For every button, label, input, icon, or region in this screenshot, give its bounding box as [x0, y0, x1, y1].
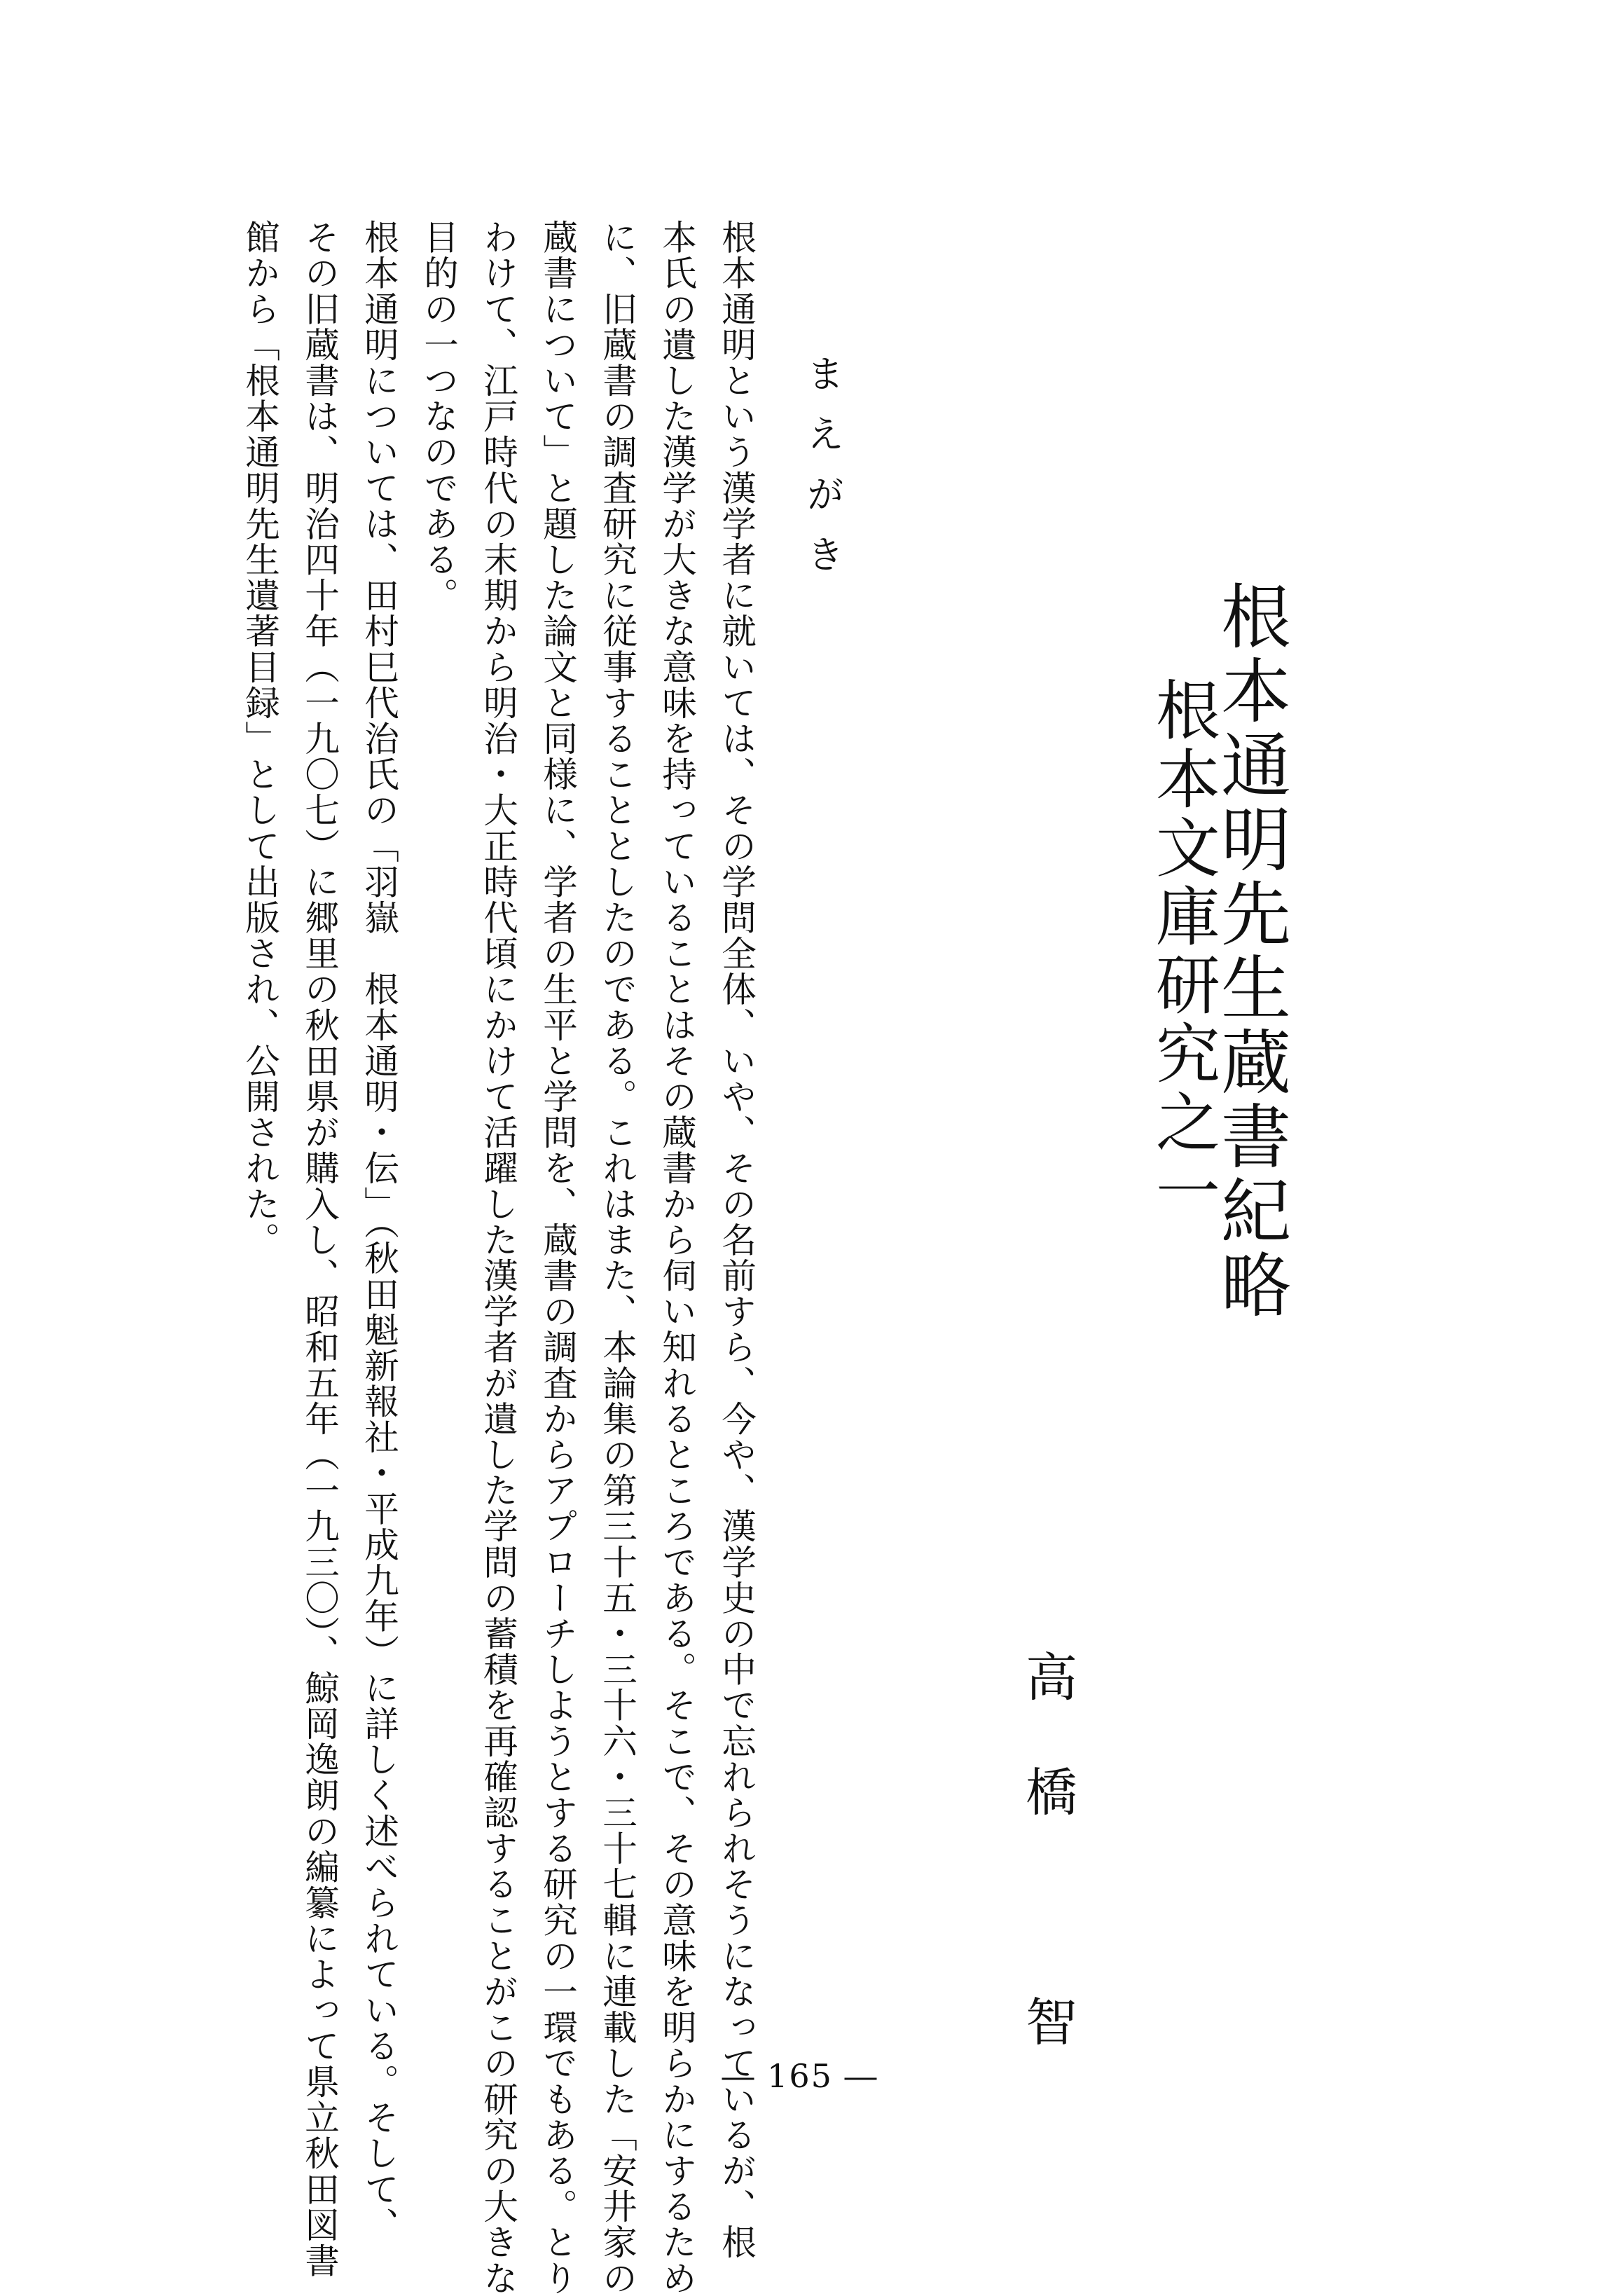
body-line: 目的の一つなのである。 [418, 219, 460, 614]
section-heading: まえがき [801, 354, 845, 595]
body-line: 本氏の遺した漢学が大きな意味を持っていることはその蔵書から伺い知れるところである。そこで、その意味を明らかにするため [656, 219, 698, 2296]
subtitle: 根本文庫研究之一 [1145, 677, 1220, 1226]
body-line: 根本通明については、田村巳代治氏の「羽嶽 根本通明・伝」（秋田魁新報社・平成九年）に詳しく述べられている。そして、 [359, 219, 400, 2243]
body-line: 館から「根本通明先生遺著目録」として出版され、公開された。 [240, 219, 281, 1258]
article-title [1145, 293, 1291, 1610]
body-line: わけて、江戸時代の末期から明治・大正時代頃にかけて活躍した漢学者が遺した学問の蓄積を再確認することがこの研究の大きな [478, 219, 519, 2296]
body-line: 根本通明という漢学者に就いては、その学問全体、いや、その名前すら、今や、漢学史の中で忘れられそうになっているが、根 [716, 219, 757, 2260]
page-number: ― 165 ― [722, 2057, 878, 2095]
author-name: 高橋 智 [1017, 1650, 1077, 2110]
body-line: その旧蔵書は、明治四十年（一九〇七）に郷里の秋田県が購入し、昭和五年（一九三〇）、鯨岡逸朗の編纂によって県立秋田図書 [299, 219, 340, 2278]
body-line: 蔵書について」と題した論文と同様に、学者の生平と学問を、蔵書の調査からアプローチしようとする研究の一環でもある。とり [537, 219, 579, 2296]
main-title: 根本通明先生蔵書紀略 [1209, 580, 1291, 1323]
body-line: に、旧蔵書の調査研究に従事することとしたのである。これはまた、本論集の第三十五・三十六・三十七輯に連載した「安井家の [597, 219, 638, 2296]
